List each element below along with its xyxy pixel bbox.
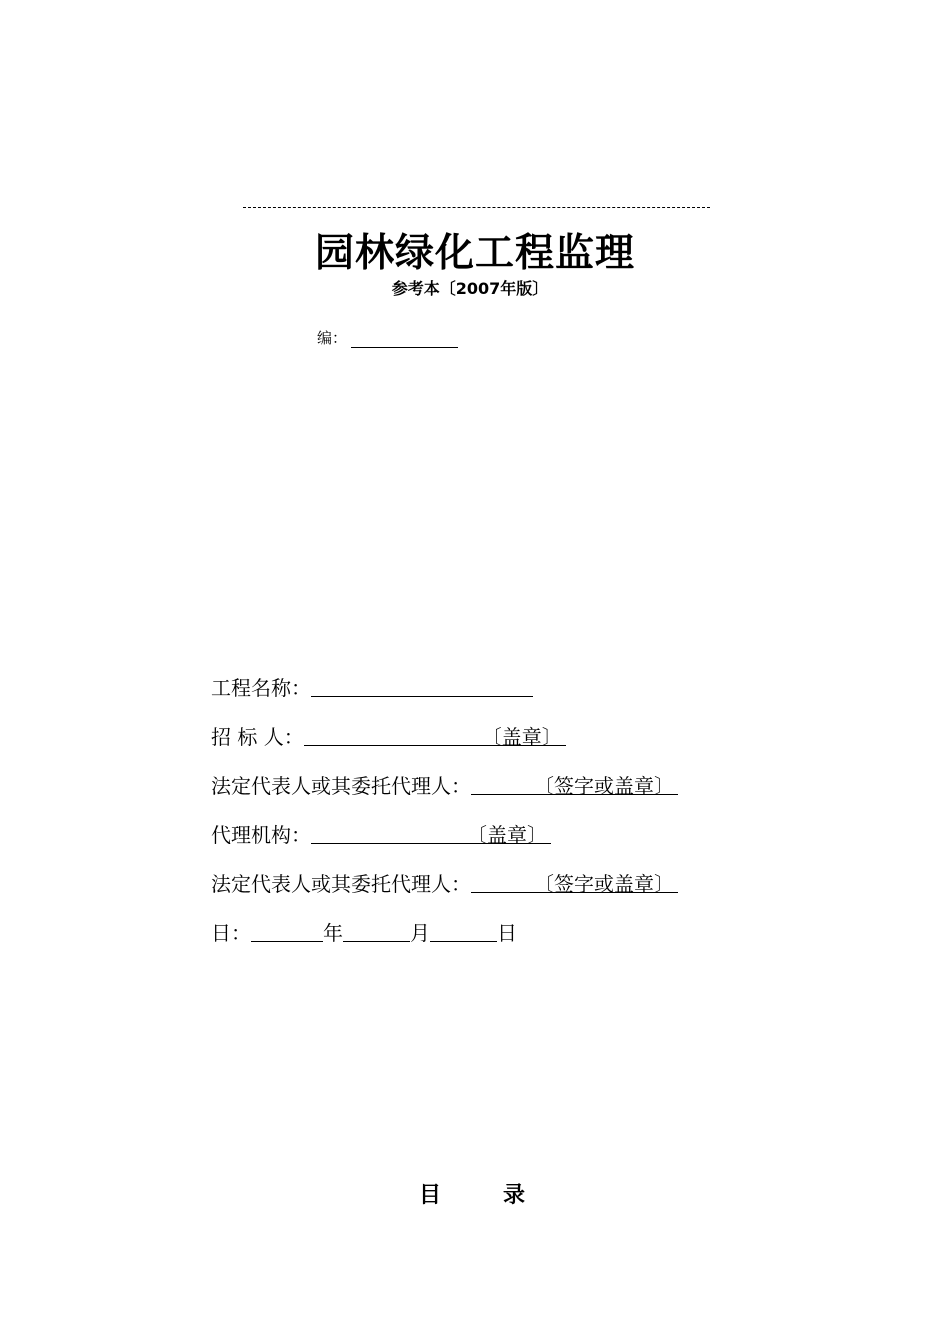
- agency-rep-sign-note: 〔签字或盖章〕: [534, 872, 674, 896]
- year-label: 年: [323, 921, 343, 945]
- legal-rep-label: 法定代表人或其委托代理人：: [211, 774, 471, 798]
- edition-field: [317, 327, 458, 348]
- year-blank[interactable]: [251, 917, 323, 942]
- agency-seal-note: 〔盖章〕: [467, 823, 547, 847]
- project-name-row: [211, 672, 678, 721]
- day-label: 日: [497, 921, 517, 945]
- day-blank[interactable]: [430, 917, 497, 942]
- date-label: 日：: [211, 921, 251, 945]
- toc-title: 目录: [419, 1183, 588, 1208]
- edition-blank[interactable]: [351, 331, 458, 348]
- project-name-blank[interactable]: [311, 672, 533, 697]
- tenderer-row: [211, 721, 678, 770]
- month-label: 月: [410, 921, 430, 945]
- project-name-label: 工程名称：: [211, 676, 311, 700]
- agency-blank[interactable]: [311, 819, 551, 847]
- month-blank[interactable]: [343, 917, 410, 942]
- agency-label: 代理机构：: [211, 823, 311, 847]
- legal-rep-blank[interactable]: [471, 770, 678, 798]
- signature-form: [211, 672, 678, 966]
- agency-rep-blank[interactable]: [471, 868, 678, 896]
- agency-row: [211, 819, 678, 868]
- date-row: [211, 917, 678, 966]
- edition-label: 编：: [317, 329, 348, 347]
- agency-rep-row: [211, 868, 678, 917]
- tenderer-seal-note: 〔盖章〕: [481, 725, 562, 749]
- legal-rep-sign-note: 〔签字或盖章〕: [534, 774, 674, 798]
- legal-rep-row: [211, 770, 678, 819]
- agency-rep-label: 法定代表人或其委托代理人：: [211, 872, 471, 896]
- document-title: 园林绿化工程监理: [314, 231, 635, 276]
- tenderer-label: 招 标 人：: [211, 725, 304, 749]
- top-dashed-rule: [243, 207, 710, 208]
- tenderer-blank[interactable]: [304, 721, 566, 749]
- document-subtitle: 参考本〔2007年版〕: [391, 279, 549, 298]
